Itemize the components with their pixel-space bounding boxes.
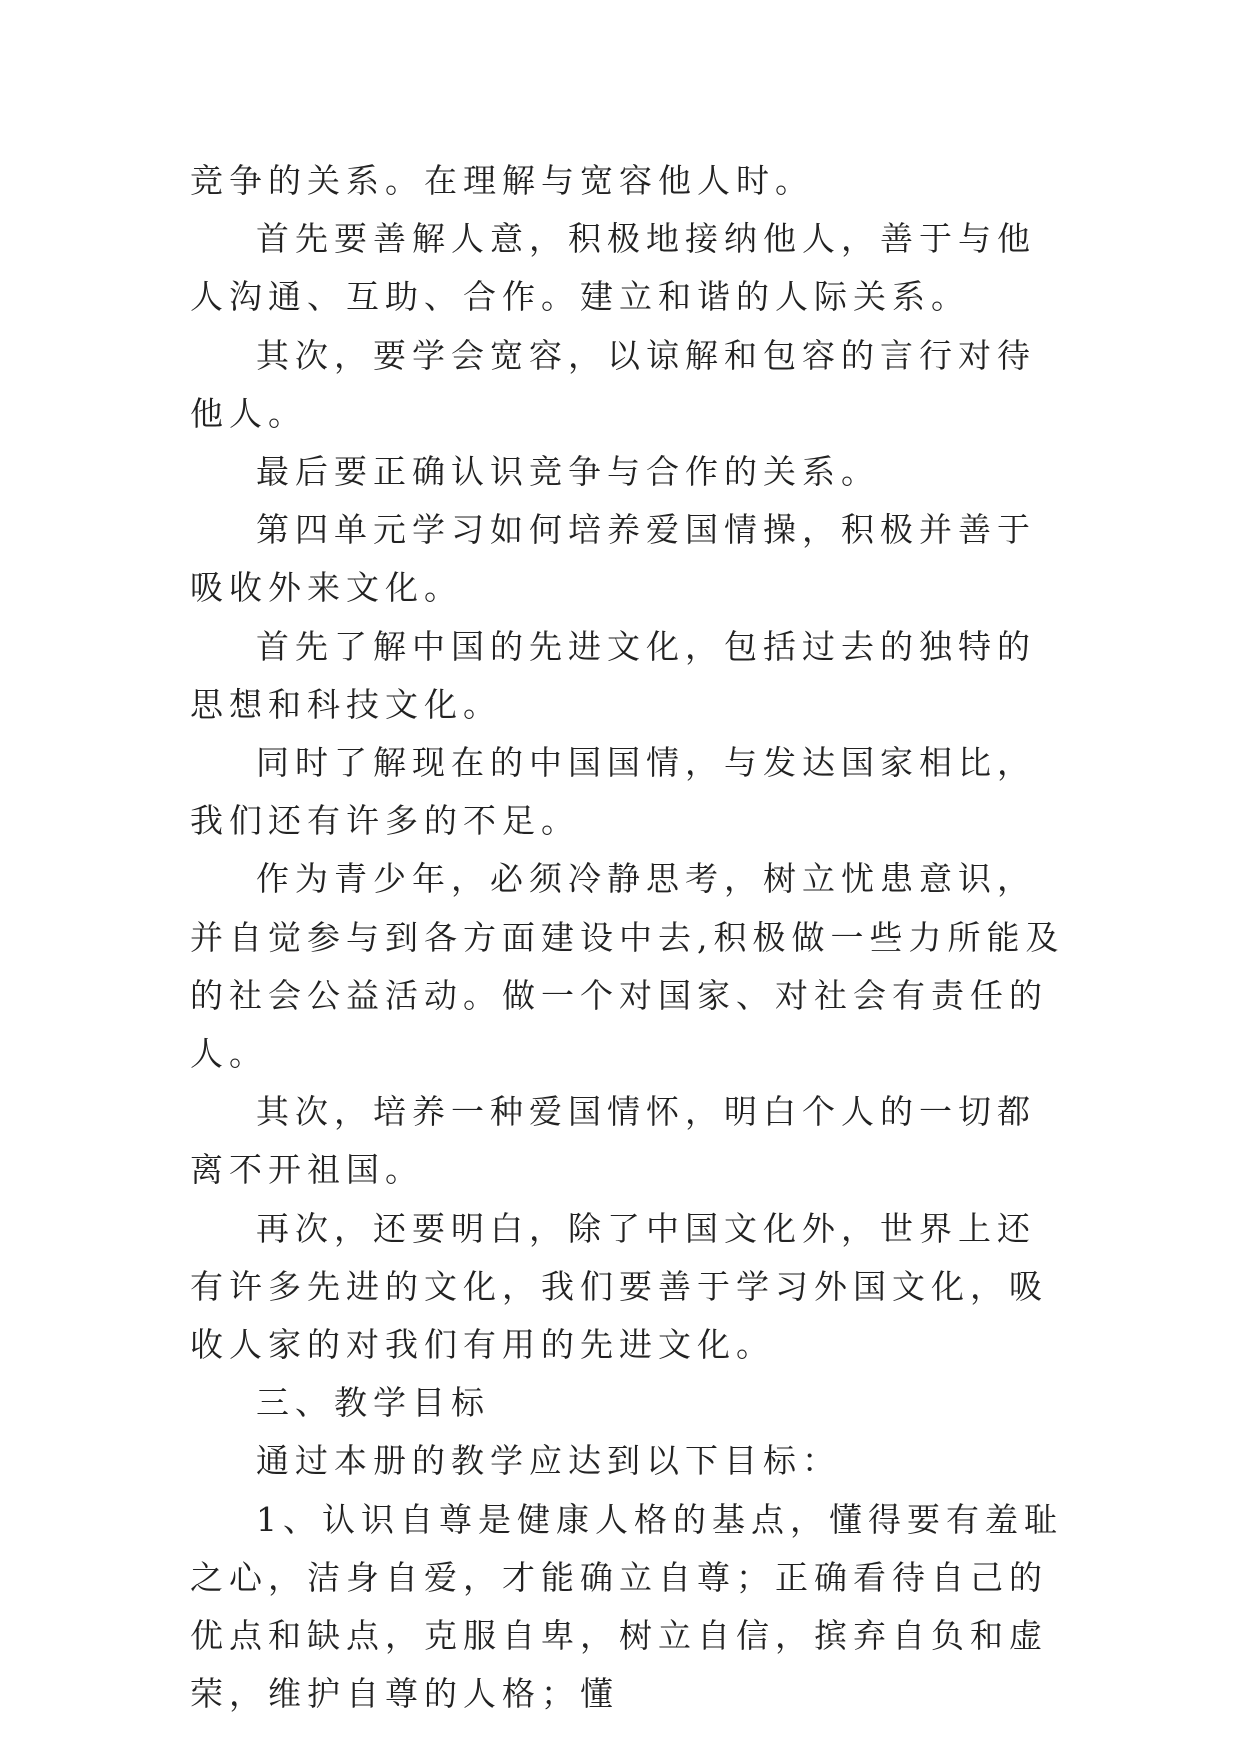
paragraph-6: 首先了解中国的先进文化，包括过去的独特的思想和科技文化。 bbox=[190, 626, 1036, 724]
paragraph-7: 同时了解现在的中国国情，与发达国家相比，我们还有许多的不足。 bbox=[190, 743, 1036, 841]
document-page bbox=[190, 152, 1070, 1723]
paragraph-5: 第四单元学习如何培养爱国情操，积极并善于吸收外来文化。 bbox=[190, 510, 1036, 608]
paragraph-4: 最后要正确认识竞争与合作的关系。 bbox=[256, 452, 880, 492]
paragraph-12: 通过本册的教学应达到以下目标： bbox=[256, 1441, 841, 1481]
paragraph-2: 首先要善解人意，积极地接纳他人，善于与他人沟通、互助、合作。建立和谐的人际关系。 bbox=[190, 219, 1036, 317]
paragraph-3: 其次，要学会宽容，以谅解和包容的言行对待他人。 bbox=[190, 335, 1036, 433]
paragraph-10: 再次，还要明白，除了中国文化外，世界上还有许多先进的文化，我们要善于学习外国文化，吸收人家的对我们有用的先进文化。 bbox=[190, 1208, 1048, 1365]
paragraph-13: 1、认识自尊是健康人格的基点，懂得要有羞耻之心，洁身自爱，才能确立自尊；正确看待自己的优点和缺点，克服自卑，树立自信，摈弃自负和虚荣，维护自尊的人格；懂 bbox=[190, 1499, 1063, 1714]
paragraph-1: 竞争的关系。在理解与宽容他人时。 bbox=[190, 161, 814, 200]
section-heading: 三、教学目标 bbox=[256, 1383, 490, 1423]
paragraph-8: 作为青少年，必须冷静思考，树立忧患意识，并自觉参与到各方面建设中去,积极做一些力所能及的社会公益活动。做一个对国家、对社会有责任的人。 bbox=[190, 859, 1065, 1074]
paragraph-9: 其次，培养一种爱国情怀，明白个人的一切都离不开祖国。 bbox=[190, 1092, 1036, 1190]
